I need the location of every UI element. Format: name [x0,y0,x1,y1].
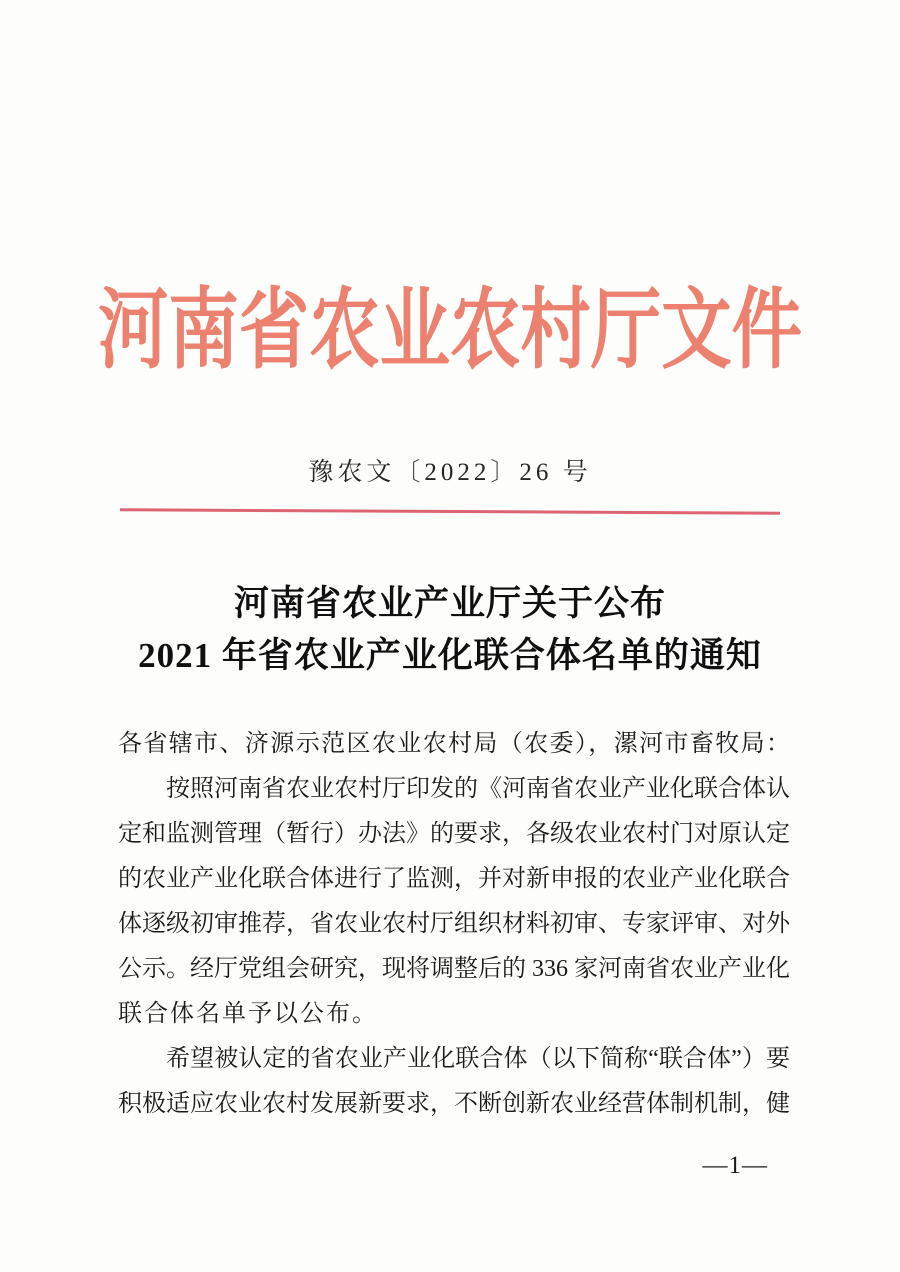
body-line: 希望被认定的省农业产业化联合体（以下简称“联合体”）要 [166,1046,790,1072]
document-title-line2: 2021 年省农业产业化联合体名单的通知 [138,636,762,675]
document-title-line1: 河南省农业产业厅关于公布 [233,584,666,623]
letterhead [0,284,900,381]
letterhead-title: 河南省农业农村厅文件 [97,283,802,380]
document-number: 豫农文〔2022〕26 号 [308,459,592,486]
body-line: 联合体名单予以公布。 [118,1001,378,1027]
body-line: 的农业产业化联合体进行了监测，并对新申报的农业产业化联合 [118,866,790,892]
body-line: 按照河南省农业农村厅印发的《河南省农业产业化联合体认 [166,776,790,802]
body-line: 体逐级初审推荐，省农业农村厅组织材料初审、专家评审、对外 [118,911,790,937]
document-title [0,578,900,682]
red-divider-line [120,508,780,514]
body-line-salutation: 各省辖市、济源示范区农业农村局（农委），漯河市畜牧局： [118,731,790,757]
body-line: 公示。经厅党组会研究，现将调整后的 336 家河南省农业产业化 [118,956,790,982]
page-number: —1— [702,1152,768,1179]
body-text [118,722,790,1127]
body-line: 积极适应农业农村发展新要求，不断创新农业经营体制机制，健 [118,1091,790,1117]
body-line: 定和监测管理（暂行）办法》的要求，各级农业农村门对原认定 [118,821,790,847]
